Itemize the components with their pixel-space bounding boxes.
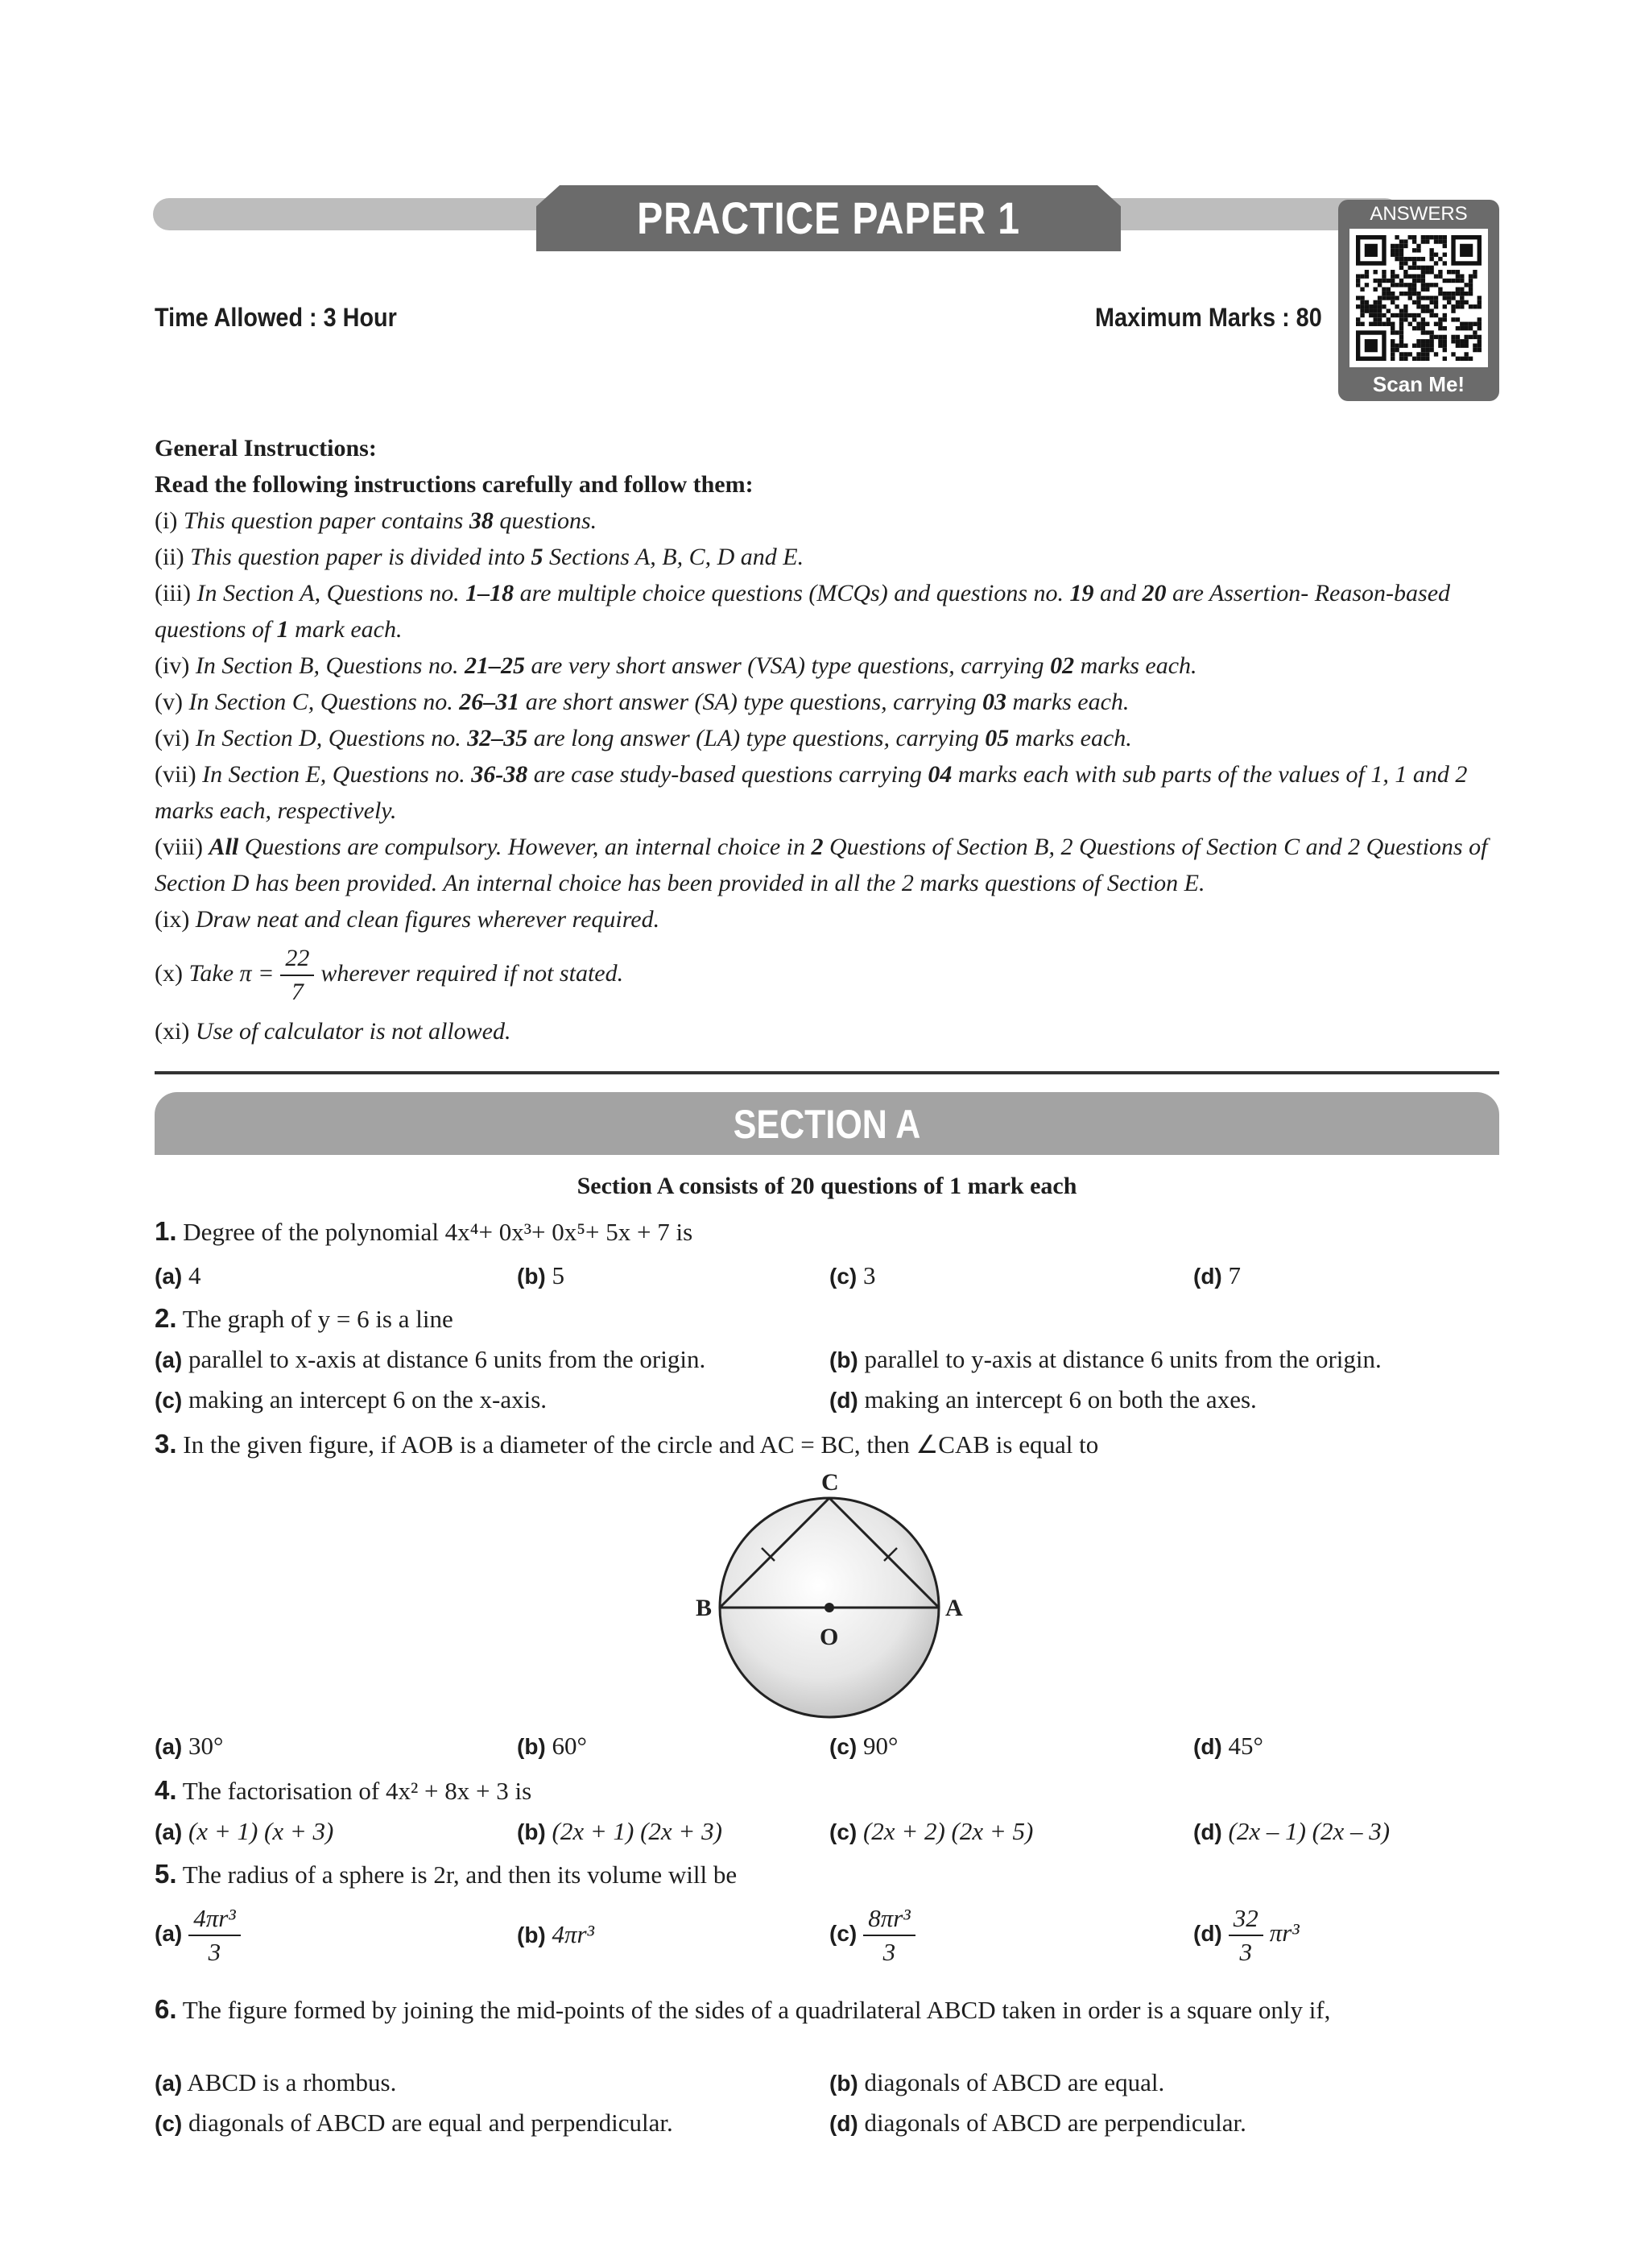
q1-option-a[interactable]: (a) 4 xyxy=(155,1261,201,1289)
question-6-text-line2: only if, xyxy=(1258,1996,1331,2024)
q4-option-a[interactable]: (a) (x + 1) (x + 3) xyxy=(155,1817,334,1845)
q1-option-c[interactable]: (c) 3 xyxy=(829,1261,876,1289)
question-1-text: Degree of the polynomial 4x⁴+ 0x³+ 0x⁵+ 5x + 7 is xyxy=(183,1218,693,1246)
qr-caption-bottom: Scan Me! xyxy=(1372,372,1465,396)
question-2-text: The graph of y = 6 is a line xyxy=(182,1305,453,1333)
instruction-vi: (vi) In Section D, Questions no. 32–35 are long answer (LA) type questions, carrying 05 marks each. xyxy=(155,725,1132,751)
pi-fraction: $\frac{22}{7}$ xyxy=(280,942,314,1008)
q5-option-c[interactable]: (c) $\frac{\text{8πr³}}{3}$ xyxy=(829,1902,922,1968)
qr-frame xyxy=(1349,229,1488,367)
general-instructions xyxy=(155,430,1499,1049)
instruction-i: (i) This question paper contains 38 questions. xyxy=(155,507,597,534)
center-point xyxy=(824,1603,834,1612)
label-c: C xyxy=(821,1469,839,1496)
q6-option-a[interactable]: (a) ABCD is a rhombus. xyxy=(155,2068,397,2096)
instruction-iv: (iv) In Section B, Questions no. 21–25 are very short answer (VSA) type questions, carrying 02 marks each. xyxy=(155,652,1197,679)
q6-option-c[interactable]: (c) diagonals of ABCD are equal and perpendicular. xyxy=(155,2109,673,2137)
q3-option-d[interactable]: (d) 45° xyxy=(1193,1732,1263,1760)
instruction-ix: (ix) Draw neat and clean figures wherever required. xyxy=(155,906,660,933)
q5-option-d[interactable]: (d) $\frac{32}{3}$ πr³ xyxy=(1193,1904,1300,1966)
q5-option-a[interactable]: (a) $\frac{\text{4πr³}}{3}$ xyxy=(155,1902,247,1968)
q2-option-a[interactable]: (a) parallel to x-axis at distance 6 units from the origin. xyxy=(155,1345,706,1373)
q5-option-b[interactable]: (b) 4πr³ xyxy=(517,1920,594,1948)
q3-option-a[interactable]: (a) 30° xyxy=(155,1732,224,1760)
instruction-vii: (vii) In Section E, Questions no. 36-38 are case study-based questions carrying 04 marks each with sub parts of the values of 1, 1 and 2 marks each, respectively. xyxy=(155,761,1468,824)
page-title: PRACTICE PAPER 1 xyxy=(637,192,1020,243)
q4-option-d[interactable]: (d) (2x – 1) (2x – 3) xyxy=(1193,1817,1391,1845)
q2-option-b[interactable]: (b) parallel to y-axis at distance 6 units from the origin. xyxy=(829,1345,1382,1373)
question-3: 3. In the given figure, if AOB is a diameter of the circle and AC = BC, then ∠CAB is equal to xyxy=(155,1429,1099,1459)
maximum-marks: Maximum Marks : 80 xyxy=(1095,303,1322,332)
instruction-viii: (viii) All Questions are compulsory. However, an internal choice in 2 Questions of Section B, 2 Questions of Section C and 2 Questions of Section D has been provided. An internal choice has been provided in all the 2 marks questions of Section E. xyxy=(155,834,1488,896)
qr-code-icon[interactable] xyxy=(1356,235,1482,361)
circle-figure xyxy=(692,1466,982,1732)
question-2: 2. The graph of y = 6 is a line xyxy=(155,1303,453,1333)
question-6-text-line1: The figure formed by joining the mid-points of the sides of a quadrilateral ABCD taken in order is a square xyxy=(182,1996,1253,2024)
question-1: 1. Degree of the polynomial 4x⁴+ 0x³+ 0x⁵+ 5x + 7 is xyxy=(155,1216,693,1246)
label-b: B xyxy=(696,1595,713,1621)
instructions-heading: General Instructions: xyxy=(155,435,377,461)
q2-option-d[interactable]: (d) making an intercept 6 on both the axes. xyxy=(829,1385,1257,1413)
q3-option-b[interactable]: (b) 60° xyxy=(517,1732,587,1760)
instruction-ii: (ii) This question paper is divided into 5 Sections A, B, C, D and E. xyxy=(155,544,804,570)
question-4: 4. The factorisation of 4x² + 8x + 3 is xyxy=(155,1775,532,1805)
question-6: 6. The figure formed by joining the mid-points of the sides of a quadrilateral ABCD taken in order is a square only if, xyxy=(155,1994,1331,2024)
instruction-v: (v) In Section C, Questions no. 26–31 are short answer (SA) type questions, carrying 03 marks each. xyxy=(155,689,1130,715)
q4-option-b[interactable]: (b) (2x + 1) (2x + 3) xyxy=(517,1817,722,1845)
label-o: O xyxy=(820,1624,839,1650)
time-allowed: Time Allowed : 3 Hour xyxy=(155,303,397,332)
section-title: SECTION A xyxy=(733,1102,921,1147)
divider xyxy=(155,1071,1499,1074)
question-5-text: The radius of a sphere is 2r, and then its volume will be xyxy=(182,1860,738,1889)
instruction-x: (x) Take π = $\frac{22}{7}$ wherever required if not stated. xyxy=(155,942,1499,1008)
q2-option-c[interactable]: (c) making an intercept 6 on the x-axis. xyxy=(155,1385,548,1413)
q1-option-d[interactable]: (d) 7 xyxy=(1193,1261,1242,1289)
qr-caption-top: ANSWERS xyxy=(1370,203,1468,225)
instruction-xi: (xi) Use of calculator is not allowed. xyxy=(155,1018,511,1045)
q1-option-b[interactable]: (b) 5 xyxy=(517,1261,565,1289)
q4-option-c[interactable]: (c) (2x + 2) (2x + 5) xyxy=(829,1817,1034,1845)
question-3-text: In the given figure, if AOB is a diameter of the circle and AC = BC, then ∠CAB is equal to xyxy=(183,1430,1099,1459)
question-4-text: The factorisation of 4x² + 8x + 3 is xyxy=(182,1777,532,1805)
instructions-subheading: Read the following instructions carefully and follow them: xyxy=(155,471,754,498)
q6-option-d[interactable]: (d) diagonals of ABCD are perpendicular. xyxy=(829,2109,1246,2137)
q6-option-b[interactable]: (b) diagonals of ABCD are equal. xyxy=(829,2068,1165,2096)
q3-option-c[interactable]: (c) 90° xyxy=(829,1732,899,1760)
instruction-iii: (iii) In Section A, Questions no. 1–18 are multiple choice questions (MCQs) and questions no. 19 and 20 are Assertion- Reason-based questions of 1 mark each. xyxy=(155,580,1451,643)
question-5: 5. The radius of a sphere is 2r, and then its volume will be xyxy=(155,1859,738,1889)
label-a: A xyxy=(945,1595,963,1621)
section-subtitle: Section A consists of 20 questions of 1 mark each xyxy=(577,1173,1077,1199)
qr-card xyxy=(1338,200,1499,401)
